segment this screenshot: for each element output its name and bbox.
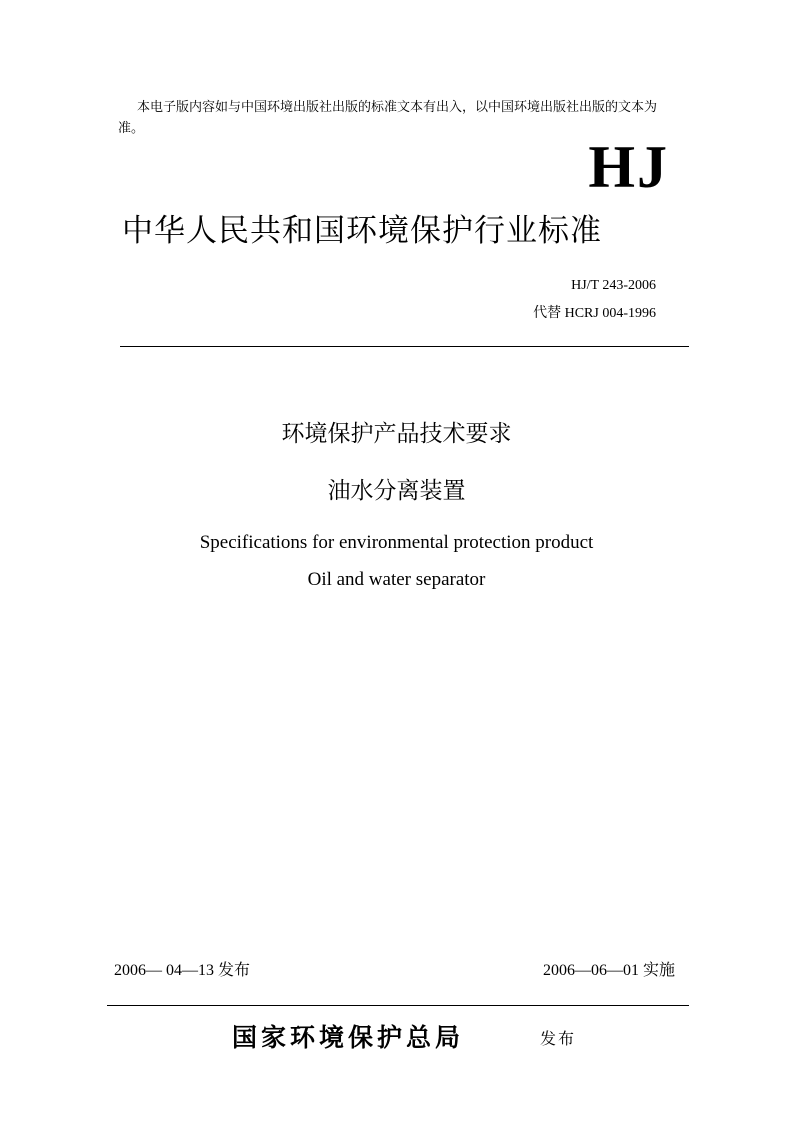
implementation-date: 2006—06—01 实施 bbox=[542, 962, 675, 979]
publish-label: 发布 bbox=[540, 1029, 577, 1048]
title-chinese-line-2: 油水分离装置 bbox=[327, 478, 466, 504]
top-divider bbox=[120, 346, 689, 347]
publisher-name: 国家环境保护总局 bbox=[232, 1023, 465, 1052]
standard-number: HJ/T 243-2006 bbox=[571, 278, 656, 293]
hj-logo: HJ bbox=[588, 134, 669, 200]
disclaimer-notice: 本电子版内容如与中国环境出版社出版的标准文本有出入，以中国环境出版社出版的文本为准。 bbox=[118, 100, 658, 136]
issue-date: 2006— 04—13 发布 bbox=[114, 962, 251, 979]
title-chinese-line-1: 环境保护产品技术要求 bbox=[281, 421, 512, 447]
replaces-standard: 代替 HCRJ 004-1996 bbox=[533, 306, 656, 321]
bottom-divider bbox=[107, 1005, 689, 1006]
title-english-line-1: Specifications for environmental protection product bbox=[199, 532, 594, 553]
title-english-line-2: Oil and water separator bbox=[307, 569, 486, 590]
standard-type-heading: 中华人民共和国环境保护行业标准 bbox=[122, 213, 602, 249]
